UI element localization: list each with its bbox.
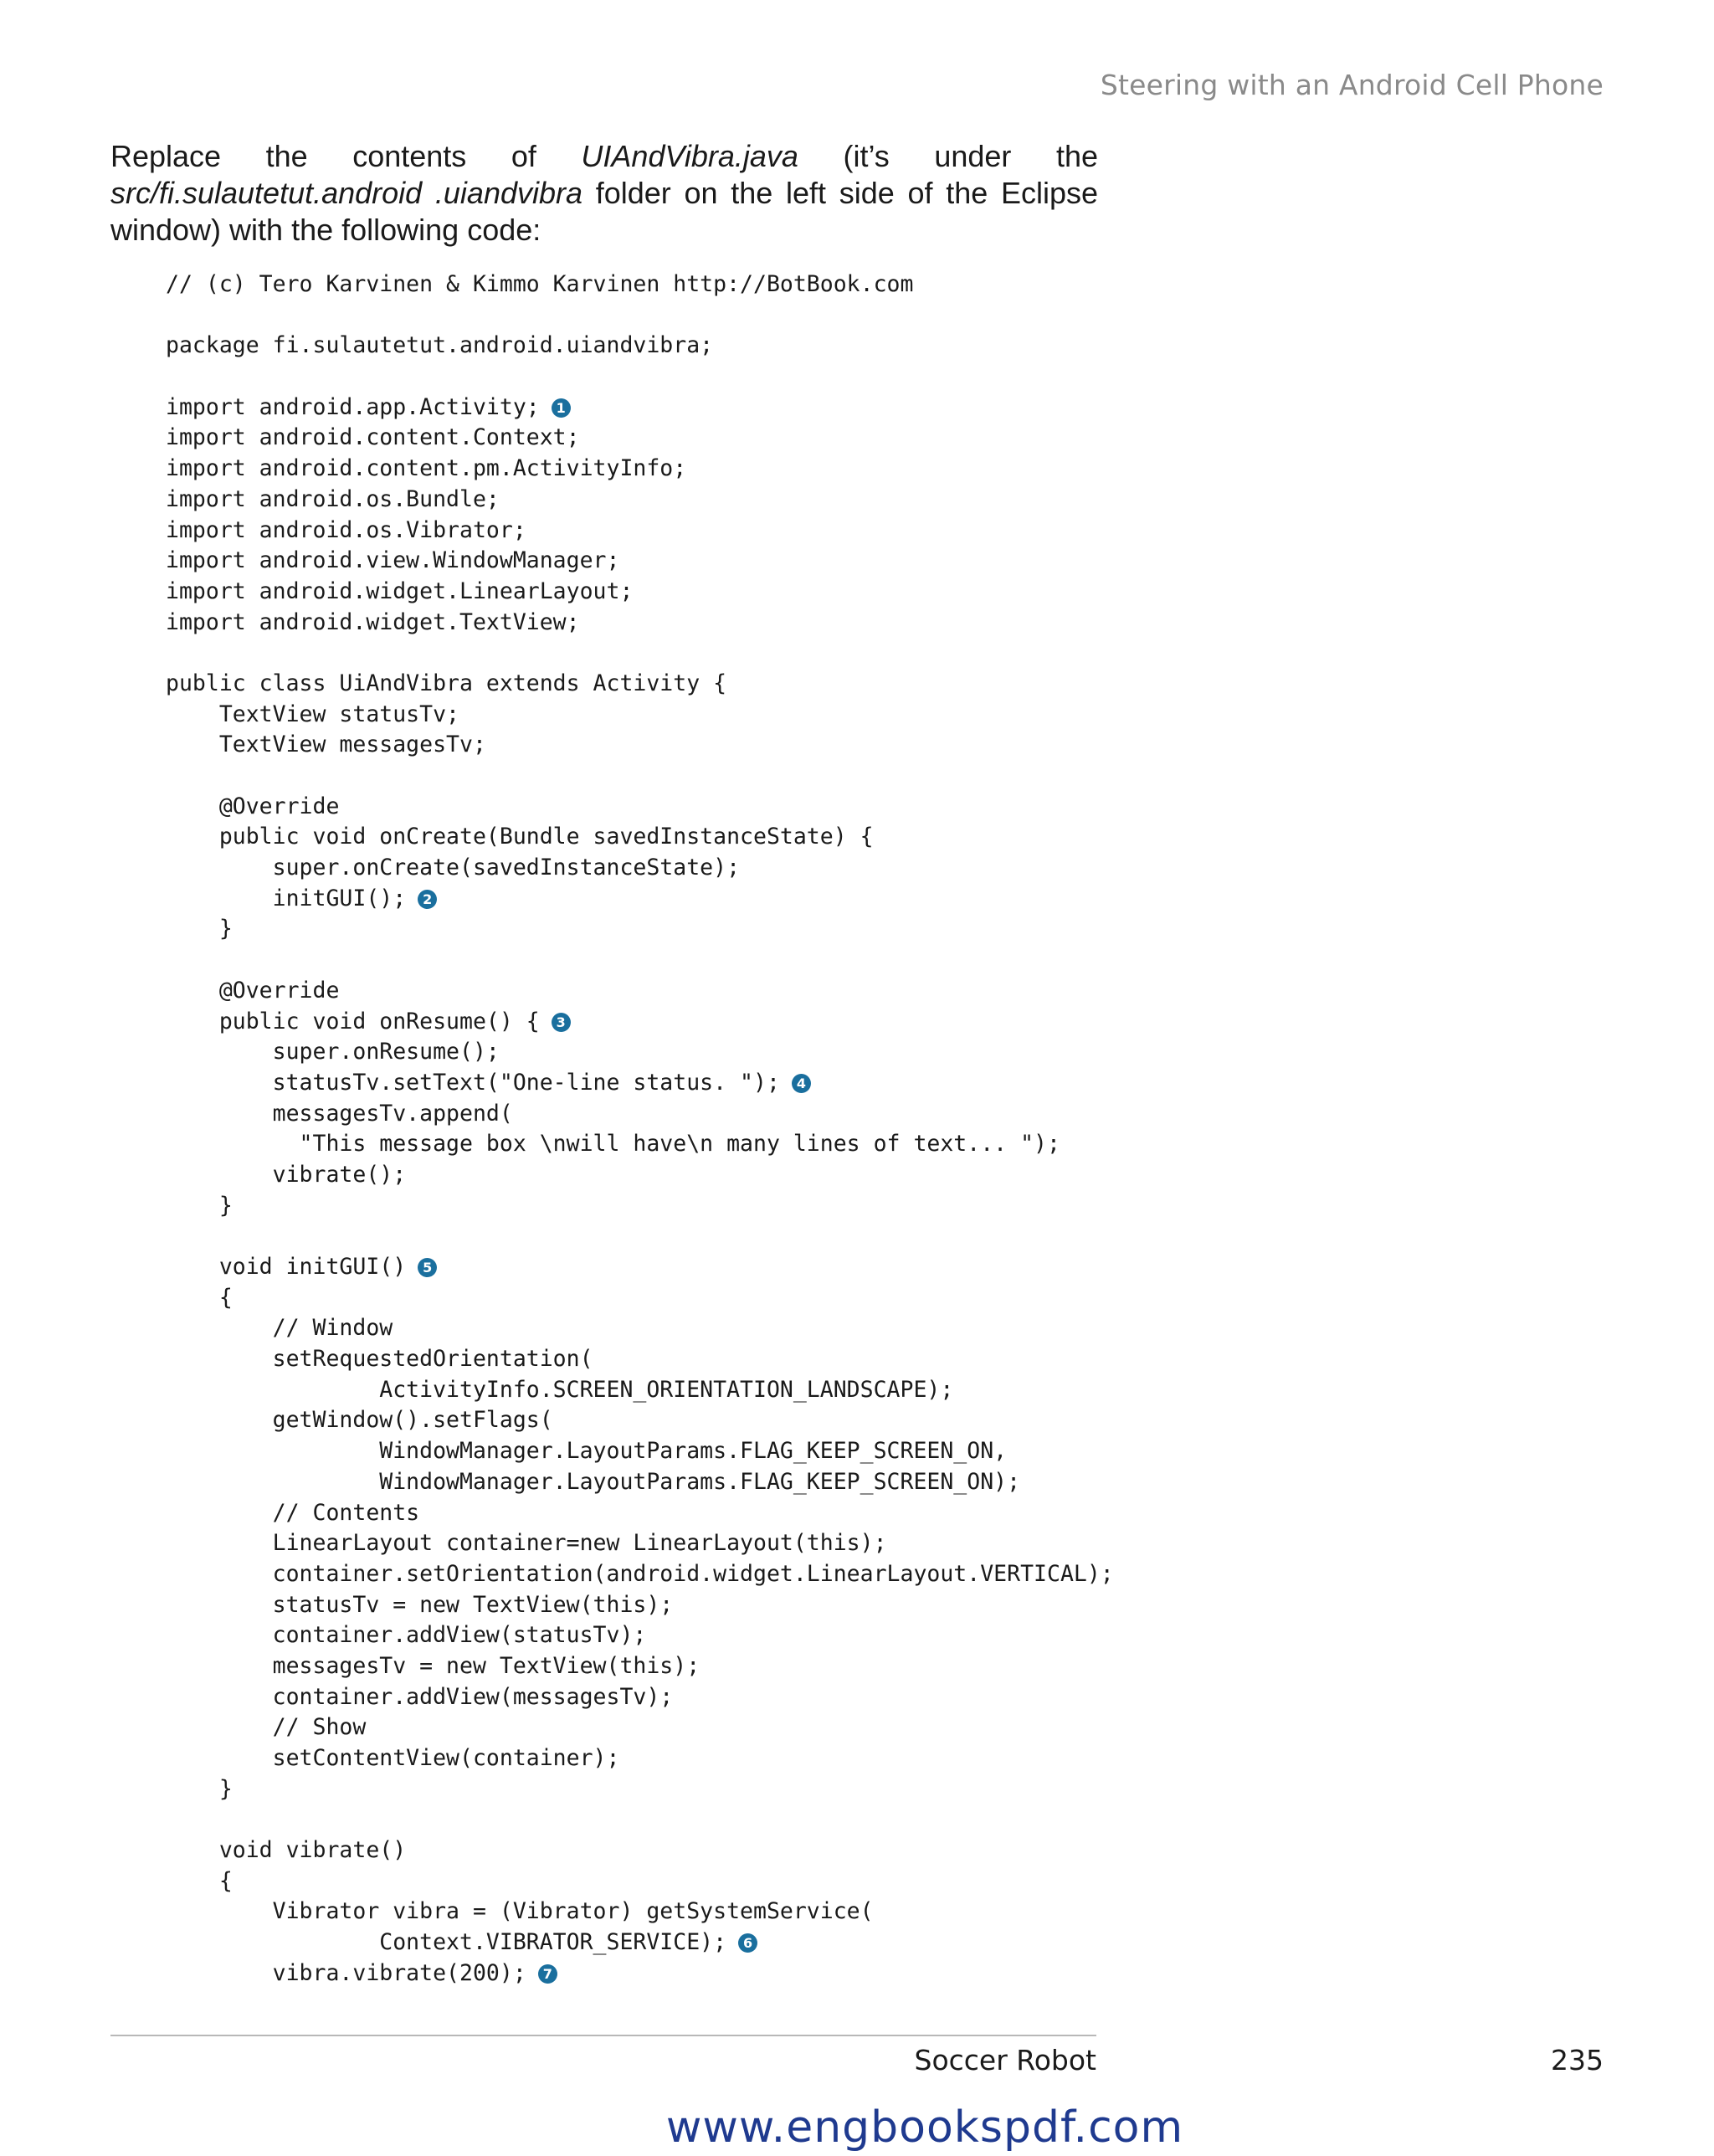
code-text: "This message box \nwill have\n many lines of text... "); <box>166 1131 1060 1158</box>
code-line <box>166 331 1114 362</box>
code-line <box>166 1774 1114 1805</box>
code-line <box>166 1129 1114 1160</box>
code-text: TextView messagesTv; <box>166 732 486 758</box>
code-line <box>166 1405 1114 1436</box>
code-line <box>166 1498 1114 1529</box>
code-text: package fi.sulautetut.android.uiandvibra; <box>166 332 714 359</box>
code-text: statusTv = new TextView(this); <box>166 1591 674 1618</box>
code-text: import android.widget.LinearLayout; <box>166 578 634 604</box>
intro-text-3: folder on the left side of the Eclipse window) with the following code: <box>110 176 1098 247</box>
code-text: WindowManager.LayoutParams.FLAG_KEEP_SCREEN_ON); <box>166 1468 1021 1495</box>
code-text: // (c) Tero Karvinen & Kimmo Karvinen http://BotBook.com <box>166 271 914 297</box>
code-text: // Contents <box>166 1499 420 1526</box>
code-line <box>166 1835 1114 1866</box>
code-text: initGUI(); <box>166 885 407 911</box>
code-text: @Override <box>166 793 340 819</box>
code-line <box>166 362 1114 393</box>
code-text: } <box>166 1775 233 1802</box>
code-text: LinearLayout container=new LinearLayout(this); <box>166 1530 887 1557</box>
intro-filename: UIAndVibra.java <box>581 139 798 173</box>
code-line <box>166 1559 1114 1590</box>
code-line <box>166 730 1114 761</box>
intro-paragraph <box>110 138 1098 249</box>
code-text: } <box>166 916 233 942</box>
code-text: @Override <box>166 977 340 1004</box>
callout-number-icon: 4 <box>792 1074 811 1093</box>
callout-number-icon: 3 <box>552 1013 571 1032</box>
code-text: void vibrate() <box>166 1837 407 1864</box>
code-line <box>166 1313 1114 1344</box>
footer-chapter-title: Soccer Robot <box>914 2044 1096 2076</box>
code-text: // Show <box>166 1714 367 1741</box>
code-line <box>166 914 1114 945</box>
code-line <box>166 1743 1114 1774</box>
code-text: Vibrator vibra = (Vibrator) getSystemService( <box>166 1898 874 1925</box>
callout-number-icon: 5 <box>418 1258 437 1277</box>
code-line <box>166 1160 1114 1191</box>
code-text: ActivityInfo.SCREEN_ORIENTATION_LANDSCAPE); <box>166 1376 954 1403</box>
code-line <box>166 1344 1114 1375</box>
code-text: setContentView(container); <box>166 1745 620 1771</box>
code-text: WindowManager.LayoutParams.FLAG_KEEP_SCREEN_ON, <box>166 1438 1008 1465</box>
code-line <box>166 669 1114 700</box>
code-text: messagesTv.append( <box>166 1100 513 1127</box>
code-line <box>166 1804 1114 1835</box>
code-line <box>166 485 1114 516</box>
code-text: vibrate(); <box>166 1161 407 1188</box>
code-line <box>166 853 1114 884</box>
code-line <box>166 1651 1114 1682</box>
intro-folder: src/fi.sulautetut.android .uiandvibra <box>110 176 583 210</box>
code-text: // Window <box>166 1315 393 1342</box>
code-line <box>166 884 1114 915</box>
code-line <box>166 1221 1114 1252</box>
code-line <box>166 945 1114 976</box>
code-line <box>166 822 1114 853</box>
code-text: statusTv.setText("One-line status. "); <box>166 1069 780 1096</box>
code-line <box>166 270 1114 300</box>
code-line <box>166 546 1114 577</box>
code-text: { <box>166 1284 233 1311</box>
code-line <box>166 1099 1114 1130</box>
code-text: Context.VIBRATOR_SERVICE); <box>166 1929 727 1956</box>
code-text: container.addView(messagesTv); <box>166 1683 674 1710</box>
code-line <box>166 393 1114 424</box>
code-line <box>166 638 1114 669</box>
code-line <box>166 1928 1114 1958</box>
code-line <box>166 1252 1114 1283</box>
code-line <box>166 1007 1114 1038</box>
code-text: setRequestedOrientation( <box>166 1346 593 1373</box>
code-text: { <box>166 1867 233 1894</box>
code-text: import android.os.Bundle; <box>166 485 500 512</box>
callout-number-icon: 2 <box>418 890 437 909</box>
code-line <box>166 1037 1114 1068</box>
code-text: public void onResume() { <box>166 1008 540 1034</box>
code-text: TextView statusTv; <box>166 701 459 727</box>
callout-number-icon: 7 <box>538 1964 557 1984</box>
code-line <box>166 700 1114 731</box>
code-listing <box>166 270 1114 1989</box>
code-text: container.setOrientation(android.widget.LinearLayout.VERTICAL); <box>166 1560 1114 1587</box>
code-text: import android.widget.TextView; <box>166 608 580 635</box>
code-line <box>166 300 1114 331</box>
code-line <box>166 608 1114 639</box>
code-line <box>166 516 1114 547</box>
code-line <box>166 454 1114 485</box>
code-text: super.onCreate(savedInstanceState); <box>166 855 741 881</box>
code-text: import android.app.Activity; <box>166 393 540 420</box>
code-text: public void onCreate(Bundle savedInstanceState) { <box>166 824 874 850</box>
code-text: container.addView(statusTv); <box>166 1622 647 1649</box>
code-text: import android.os.Vibrator; <box>166 516 526 543</box>
code-text: import android.content.pm.ActivityInfo; <box>166 455 687 482</box>
code-text: getWindow().setFlags( <box>166 1407 553 1434</box>
code-line <box>166 1712 1114 1743</box>
watermark-url: www.engbookspdf.com <box>665 2102 1184 2153</box>
code-text: import android.view.WindowManager; <box>166 547 620 574</box>
code-line <box>166 1958 1114 1989</box>
code-text: } <box>166 1192 233 1219</box>
code-line <box>166 577 1114 608</box>
code-line <box>166 976 1114 1007</box>
code-line <box>166 1590 1114 1621</box>
code-line <box>166 1682 1114 1713</box>
callout-number-icon: 6 <box>738 1933 757 1953</box>
callout-number-icon: 1 <box>552 398 571 418</box>
footer-divider <box>110 2035 1096 2036</box>
code-text: vibra.vibrate(200); <box>166 1959 526 1986</box>
intro-text-1: Replace the contents of <box>110 139 582 173</box>
code-line <box>166 792 1114 823</box>
code-line <box>166 1283 1114 1314</box>
code-line <box>166 423 1114 454</box>
code-line <box>166 1897 1114 1928</box>
code-text: import android.content.Context; <box>166 424 580 451</box>
code-line <box>166 1467 1114 1498</box>
code-line <box>166 1375 1114 1406</box>
code-text: void initGUI() <box>166 1254 407 1280</box>
running-head: Steering with an Android Cell Phone <box>1100 69 1604 101</box>
code-line <box>166 1068 1114 1099</box>
code-line <box>166 1436 1114 1467</box>
intro-text-2: (it’s under the <box>798 139 1099 173</box>
code-line <box>166 761 1114 792</box>
code-line <box>166 1191 1114 1222</box>
code-text: messagesTv = new TextView(this); <box>166 1652 700 1679</box>
page-number: 235 <box>1551 2044 1604 2076</box>
code-line <box>166 1528 1114 1559</box>
code-line <box>166 1620 1114 1651</box>
code-text: super.onResume(); <box>166 1039 500 1065</box>
code-text: public class UiAndVibra extends Activity { <box>166 670 727 696</box>
code-line <box>166 1866 1114 1897</box>
